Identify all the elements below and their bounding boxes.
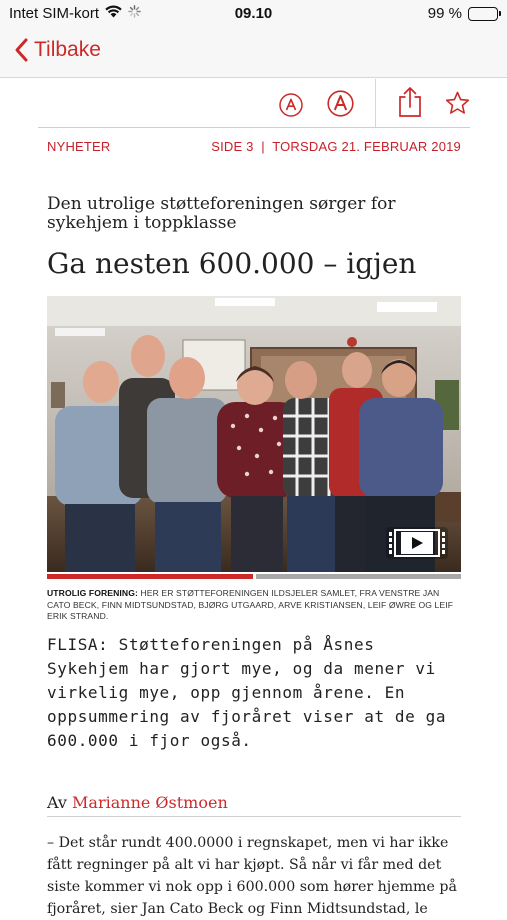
text-size-small-icon[interactable] [279,93,303,122]
navigation-bar [0,28,507,78]
share-icon[interactable] [397,86,423,123]
article-lead: FLISA: Støtteforeningen på Åsnes Sykehjem har gjort mye, og da mener vi virkelig mye, opp gjennom årene. En oppsummering av fjoråret viser at de ga 600.000 i fjor også. [47,635,447,750]
status-right [428,5,498,22]
battery-percent: 99 % [427,5,462,22]
byline [47,793,461,817]
battery-icon [468,7,498,21]
article-headline: Ga nesten 600.000 – igjen [47,247,417,280]
back-button[interactable] [14,38,101,62]
caption-label: UTROLIG FORENING: [47,588,138,598]
gallery-progress [47,574,461,579]
photo-caption [47,588,461,623]
article-kicker: Den utrolige støtteforeningen sørger for sykehjem i toppklasse [47,194,396,233]
text-size-large-icon[interactable] [327,90,354,122]
toolbar-bottom-rule [38,127,470,128]
article-body: – Det står rundt 400.0000 i regnskapet, men vi har ikke fått regninger på alt vi har kjøpt. Så når vi får med det siste kommer vi nok opp i 600.000 som hører hjemme på fjoråret, sier Jan Cato Beck og Finn Midtsundstad, le [47,835,457,917]
article-meta [47,139,461,157]
toolbar-divider [375,79,376,127]
chevron-left-icon [14,38,28,62]
byline-prefix: Av [47,793,73,812]
author-link[interactable]: Marianne Østmoen [72,793,228,812]
back-label: Tilbake [34,38,101,61]
article-toolbar [0,79,507,127]
section-label: NYHETER [47,139,111,154]
gallery-progress-inactive[interactable] [256,574,461,579]
favorite-star-icon[interactable] [445,91,470,120]
gallery-progress-active[interactable] [47,574,253,579]
video-play-button[interactable] [386,527,448,559]
page-date-label: SIDE 3 | TORSDAG 21. FEBRUAR 2019 [211,139,461,154]
caption-text: HER ER STØTTEFORENINGEN ILDSJELER SAMLET, FRA VENSTRE JAN CATO BECK, FINN MIDTSUNDSTAD, BJØRG UTGAARD, ARVE KRISTIANSEN, LEIF ØWRE OG LEIF ERIK STRAND. [47,588,454,621]
clock: 09.10 [234,5,273,22]
status-bar [0,0,507,28]
carrier-label: Intet SIM-kort [9,5,100,22]
